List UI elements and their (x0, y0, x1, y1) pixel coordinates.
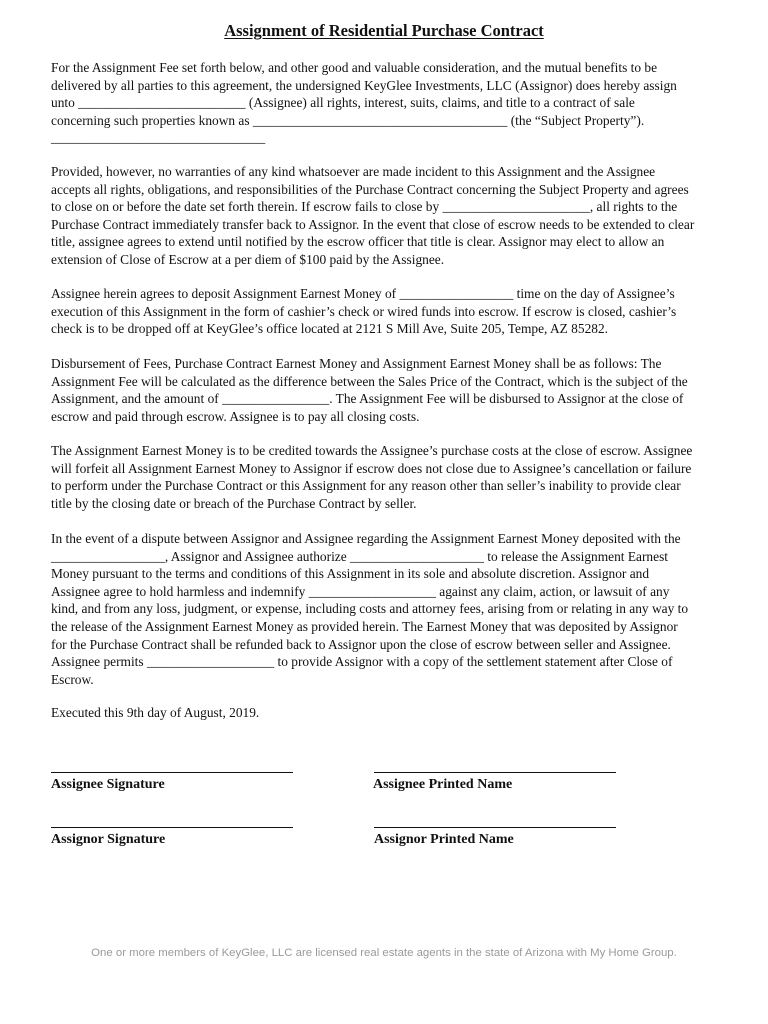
paragraph-earnest-deposit (51, 285, 719, 338)
paragraph-dispute (51, 530, 719, 688)
paragraph-line: Assignee agree to hold harmless and indemnify ___________________ against any claim, action, or lawsuit of any (51, 583, 670, 599)
paragraph-line: execution of this Assignment in the form of cashier’s check or wired funds into escrow. If escrow is closed, cashier’s (51, 303, 677, 319)
assignor-signature-line (51, 827, 293, 828)
paragraph-line: The Assignment Earnest Money is to be credited towards the Assignee’s purchase costs at the close of escrow. Assignee (51, 443, 693, 458)
paragraph-line: Assignee herein agrees to deposit Assignment Earnest Money of _________________ time on the day of Assignee’s (51, 286, 675, 301)
paragraph-assignment (51, 59, 719, 147)
paragraph-line: For the Assignment Fee set forth below, and other good and valuable consideration, and the mutual benefits to be (51, 60, 658, 75)
assignor-signature-label: Assignor Signature (51, 832, 166, 847)
paragraph-line: Money pursuant to the terms and conditions of this Assignment in its sole and absolute discretion. Assignor and (51, 566, 650, 582)
paragraph-executed (51, 704, 719, 722)
paragraph-line: the release of the Assignment Earnest Money as provided herein. The Earnest Money that was deposited by Assignor (51, 618, 678, 634)
paragraph-line: Purchase Contract immediately transfer back to Assignor. In the event that close of escrow needs to be extended to clear (51, 216, 695, 232)
paragraph-line: Assignment, and the amount of ________________. The Assignment Fee will be disbursed to Assignor at the close of (51, 391, 684, 407)
paragraph-line: ________________________________ (51, 130, 266, 146)
paragraph-forfeit (51, 442, 719, 512)
paragraph-disbursement (51, 355, 719, 425)
paragraph-line: to perform under the Purchase Contract or this Assignment for any reason other than seller’s inability to provide clear (51, 478, 681, 494)
paragraph-line: Assignment Fee will be calculated as the difference between the Sales Price of the Contract, which is the subject of the (51, 373, 688, 389)
paragraph-line: extension of Close of Escrow at a per diem of $100 paid by the Assignee. (51, 251, 445, 267)
paragraph-line: delivered by all parties to this agreement, the undersigned KeyGlee Investments, LLC (Assignor) does hereby assign (51, 77, 677, 93)
paragraph-line: Executed this 9th day of August, 2019. (51, 705, 260, 720)
assignee-printed-name-label: Assignee Printed Name (373, 777, 513, 792)
paragraph-line: title, assignee agrees to extend until notified by the escrow officer that title is clear. Assignor may elect to allow an (51, 234, 665, 250)
paragraph-warranties (51, 163, 719, 269)
paragraph-line: will forfeit all Assignment Earnest Money to Assignor if escrow does not close due to Assignee’s cancellation or failure (51, 460, 692, 476)
paragraph-line: Assignee permits ___________________ to provide Assignor with a copy of the settlement statement after Close of (51, 654, 673, 670)
paragraph-line: check is to be dropped off at KeyGlee’s office located at 2121 S Mill Ave, Suite 205, Tempe, AZ 85282. (51, 321, 609, 337)
assignor-printed-name-label: Assignor Printed Name (374, 832, 514, 847)
footer-disclaimer: One or more members of KeyGlee, LLC are licensed real estate agents in the state of Arizona with My Home Group. (91, 947, 677, 959)
paragraph-line: Escrow. (51, 671, 94, 687)
paragraph-line: escrow and paid through escrow. Assignee is to pay all closing costs. (51, 408, 420, 424)
document-title: Assignment of Residential Purchase Contract (224, 21, 544, 40)
paragraph-line: _________________, Assignor and Assignee authorize ____________________ to release the Assignment Earnest (51, 548, 669, 564)
paragraph-line: accepts all rights, obligations, and responsibilities of the Purchase Contract concerning the Subject Property and agrees (51, 181, 689, 197)
paragraph-line: unto _________________________ (Assignee) all rights, interest, suits, claims, and title to a contract of sale (51, 95, 635, 111)
paragraph-line: for the Purchase Contract shall be refunded back to Assignor upon the close of escrow between seller and Assignee. (51, 636, 671, 652)
assignee-printed-name-line (374, 772, 616, 773)
assignee-signature-line (51, 772, 293, 773)
paragraph-line: to close on or before the date set forth therein. If escrow fails to close by ______________________, all rights to the (51, 199, 678, 215)
assignee-signature-label: Assignee Signature (51, 777, 165, 792)
paragraph-line: In the event of a dispute between Assignor and Assignee regarding the Assignment Earnest Money deposited with the (51, 531, 681, 546)
paragraph-line: concerning such properties known as ______________________________________ (the “Subject Property”). (51, 112, 645, 128)
paragraph-line: Provided, however, no warranties of any kind whatsoever are made incident to this Assignment and the Assignee (51, 164, 656, 179)
assignor-printed-name-line (374, 827, 616, 828)
paragraph-line: kind, and from any loss, judgment, or expense, including costs and attorney fees, arising from or relating in any way to (51, 601, 689, 617)
paragraph-line: title by the closing date or breach of the Purchase Contract by seller. (51, 495, 417, 511)
paragraph-line: Disbursement of Fees, Purchase Contract Earnest Money and Assignment Earnest Money shall be as follows: The (51, 356, 662, 371)
